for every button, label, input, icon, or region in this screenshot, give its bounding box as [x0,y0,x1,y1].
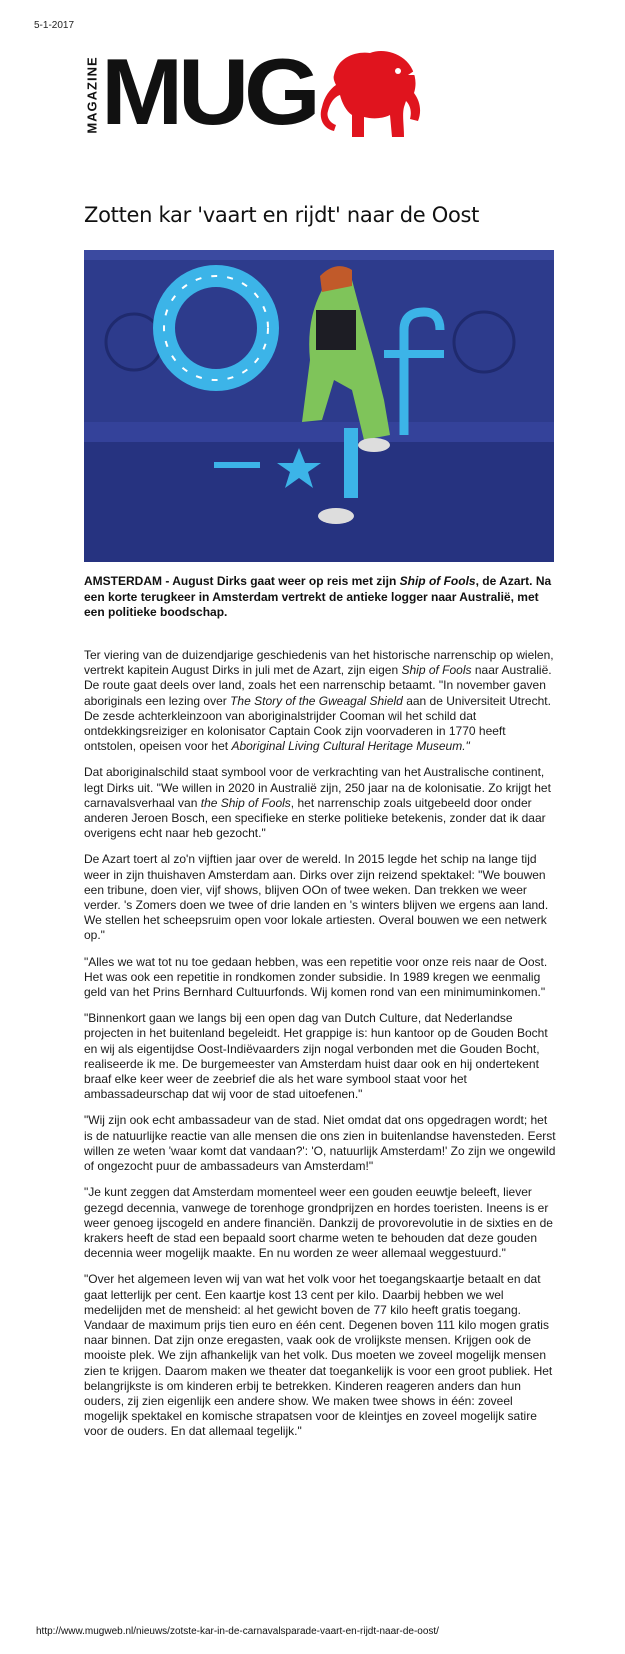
mug-magazine-logo[interactable] [84,39,424,144]
paragraph: "Je kunt zeggen dat Amsterdam momenteel weer een gouden eeuwtje beleeft, liever gezegd decennia, vanwege de torenhoge grondprijzen en hordes toeristen. Ineens is er weer genoeg ijscogeld en andere financiën. Dankzij de provorevolutie in de sixties en de krakers heeft de stad een bepaald soort charme weten te behouden dat deze gouden decennia weer mogelijk maakte. En nu worden ze weer allemaal weggestuurd." [84,1185,553,1261]
page-url: http://www.mugweb.nl/nieuws/zotste-kar-in-de-carnavalsparade-vaart-en-rijdt-naar-de-oost/ [36,1626,439,1637]
article-lead: AMSTERDAM - August Dirks gaat weer op reis met zijn Ship of Fools, de Azart. Na een korte terugkeer in Amsterdam vertrekt de antieke logger naar Australië, met een politieke boodschap. [84,574,552,619]
logo-wordmark: MUG [101,39,316,144]
print-date: 5-1-2017 [34,20,75,31]
article-title: Zotten kar 'vaart en rijdt' naar de Oost [84,203,480,227]
ship-photo [84,250,554,562]
paragraph: Dat aboriginalschild staat symbool voor de verkrachting van het Australische continent, legt Dirks uit. "We willen in 2020 in Australië zijn, 250 jaar na de kolonisatie. Zo krijgt het carnavalsverhaal van the Ship of Fools, het narrenschip zoals uitgebeeld door onder anderen Jeroen Bosch, een specifieke en sterke politieke betekenis, zonder dat ik daar overigens echt naar heb gezocht." [84,765,551,841]
paragraph: "Alles we wat tot nu toe gedaan hebben, was een repetitie voor onze reis naar de Oost. Het was ook een repetitie in rondkomen zonder subsidie. In 1989 kregen we eenmalig geld van het Prins Bernhard Cultuurfonds. Wij komen rond van een minimuminkomen." [84,954,548,1000]
paragraph: "Over het algemeen leven wij van wat het volk voor het toegangskaartje betaalt en dat gaat letterlijk per cent. Een kaartje kost 13 cent per kilo. Daarbij hebben we wel medelijden met de mensheid: al het gewicht boven de 77 kilo heeft gratis toegang. Vandaar de maximum prijs tien euro en één cent. Degenen boven 111 kilo mogen gratis naar binnen. Dat zijn onze eregasten, vaak ook de vrolijkste mensen. Krijgen ook de mooiste plek. We zijn afhankelijk van het volk. Dus moeten we zoveel mogelijk mensen zien te krijgen. Daarom maken we theater dat toegankelijk is voor een groot publiek. Het belangrijkste is om kinderen erbij te betrekken. Kinderen reageren anders dan hun ouders, zij zien eigenlijk een andere show. We maken twee shows in één: zoveel mogelijk spektakel en komische strapatsen voor de kleintjes en zoveel mogelijk satire voor de ouders. En dat allemaal tegelijk." [84,1272,553,1439]
article-body [84,648,558,1451]
paragraph: De Azart toert al zo'n vijftien jaar over de wereld. In 2015 legde het schip na lange tijd weer in zijn thuishaven Amsterdam aan. Dirks over zijn reizend spektakel: "We bouwen een tribune, doen vier, vijf shows, blijven OOn of twee weken. Dan trekken we weer verder. 's Zomers doen we twee of drie landen en 's winters blijven we ergens aan land. We stellen het scheepsruim open voor lokale artiesten. Overal bouwen we een netwerk op." [84,852,549,943]
paragraph: "Binnenkort gaan we langs bij een open dag van Dutch Culture, dat Nederlandse projecten in het buitenland begeleidt. Het grappige is: hun kantoor op de Gouden Bocht en wij als eigentijdse Oost-Indiëvaarders zijn nogal verbonden met die Gouden Bocht, realiseerde ik me. De burgemeester van Amsterdam huist daar ook en hij ondertekent braaf elke keer weer de zeebrief die als het ware symbool staat voor het ambassadeurschap dat wij voor de stad uitoefenen." [84,1011,548,1102]
paragraph: Ter viering van de duizendjarige geschiedenis van het historische narrenschip op wielen, vertrekt kapitein August Dirks in juli met de Azart, zijn eigen Ship of Fools naar Australië. De route gaat deels over land, zoals het een narrenschip betaamt. "In november gaven aboriginals een lezing over The Story of the Gweagal Shield aan de Universiteit Utrecht. De zesde achterkleinzoon van aboriginalstrijder Cooman wil het schild dat ontdekkingsreiziger en kolonisator Captain Cook zijn voorvaderen in 1770 heeft ontstolen, opeisen voor het Aboriginal Living Cultural Heritage Museum." [84,648,554,754]
logo-side-text: MAGAZINE [84,56,100,134]
paragraph: "Wij zijn ook echt ambassadeur van de stad. Niet omdat dat ons opgedragen wordt; het is de natuurlijke reactie van alle mensen die ons zien in buitenlandse havensteden. Eerst willen ze weten 'waar komt dat vandaan?': 'O, natuurlijk Amsterdam!' Zo zijn we ongewild of ongezocht puur de ambassadeurs van Amsterdam!" [84,1113,556,1174]
elephant-icon [320,45,424,145]
